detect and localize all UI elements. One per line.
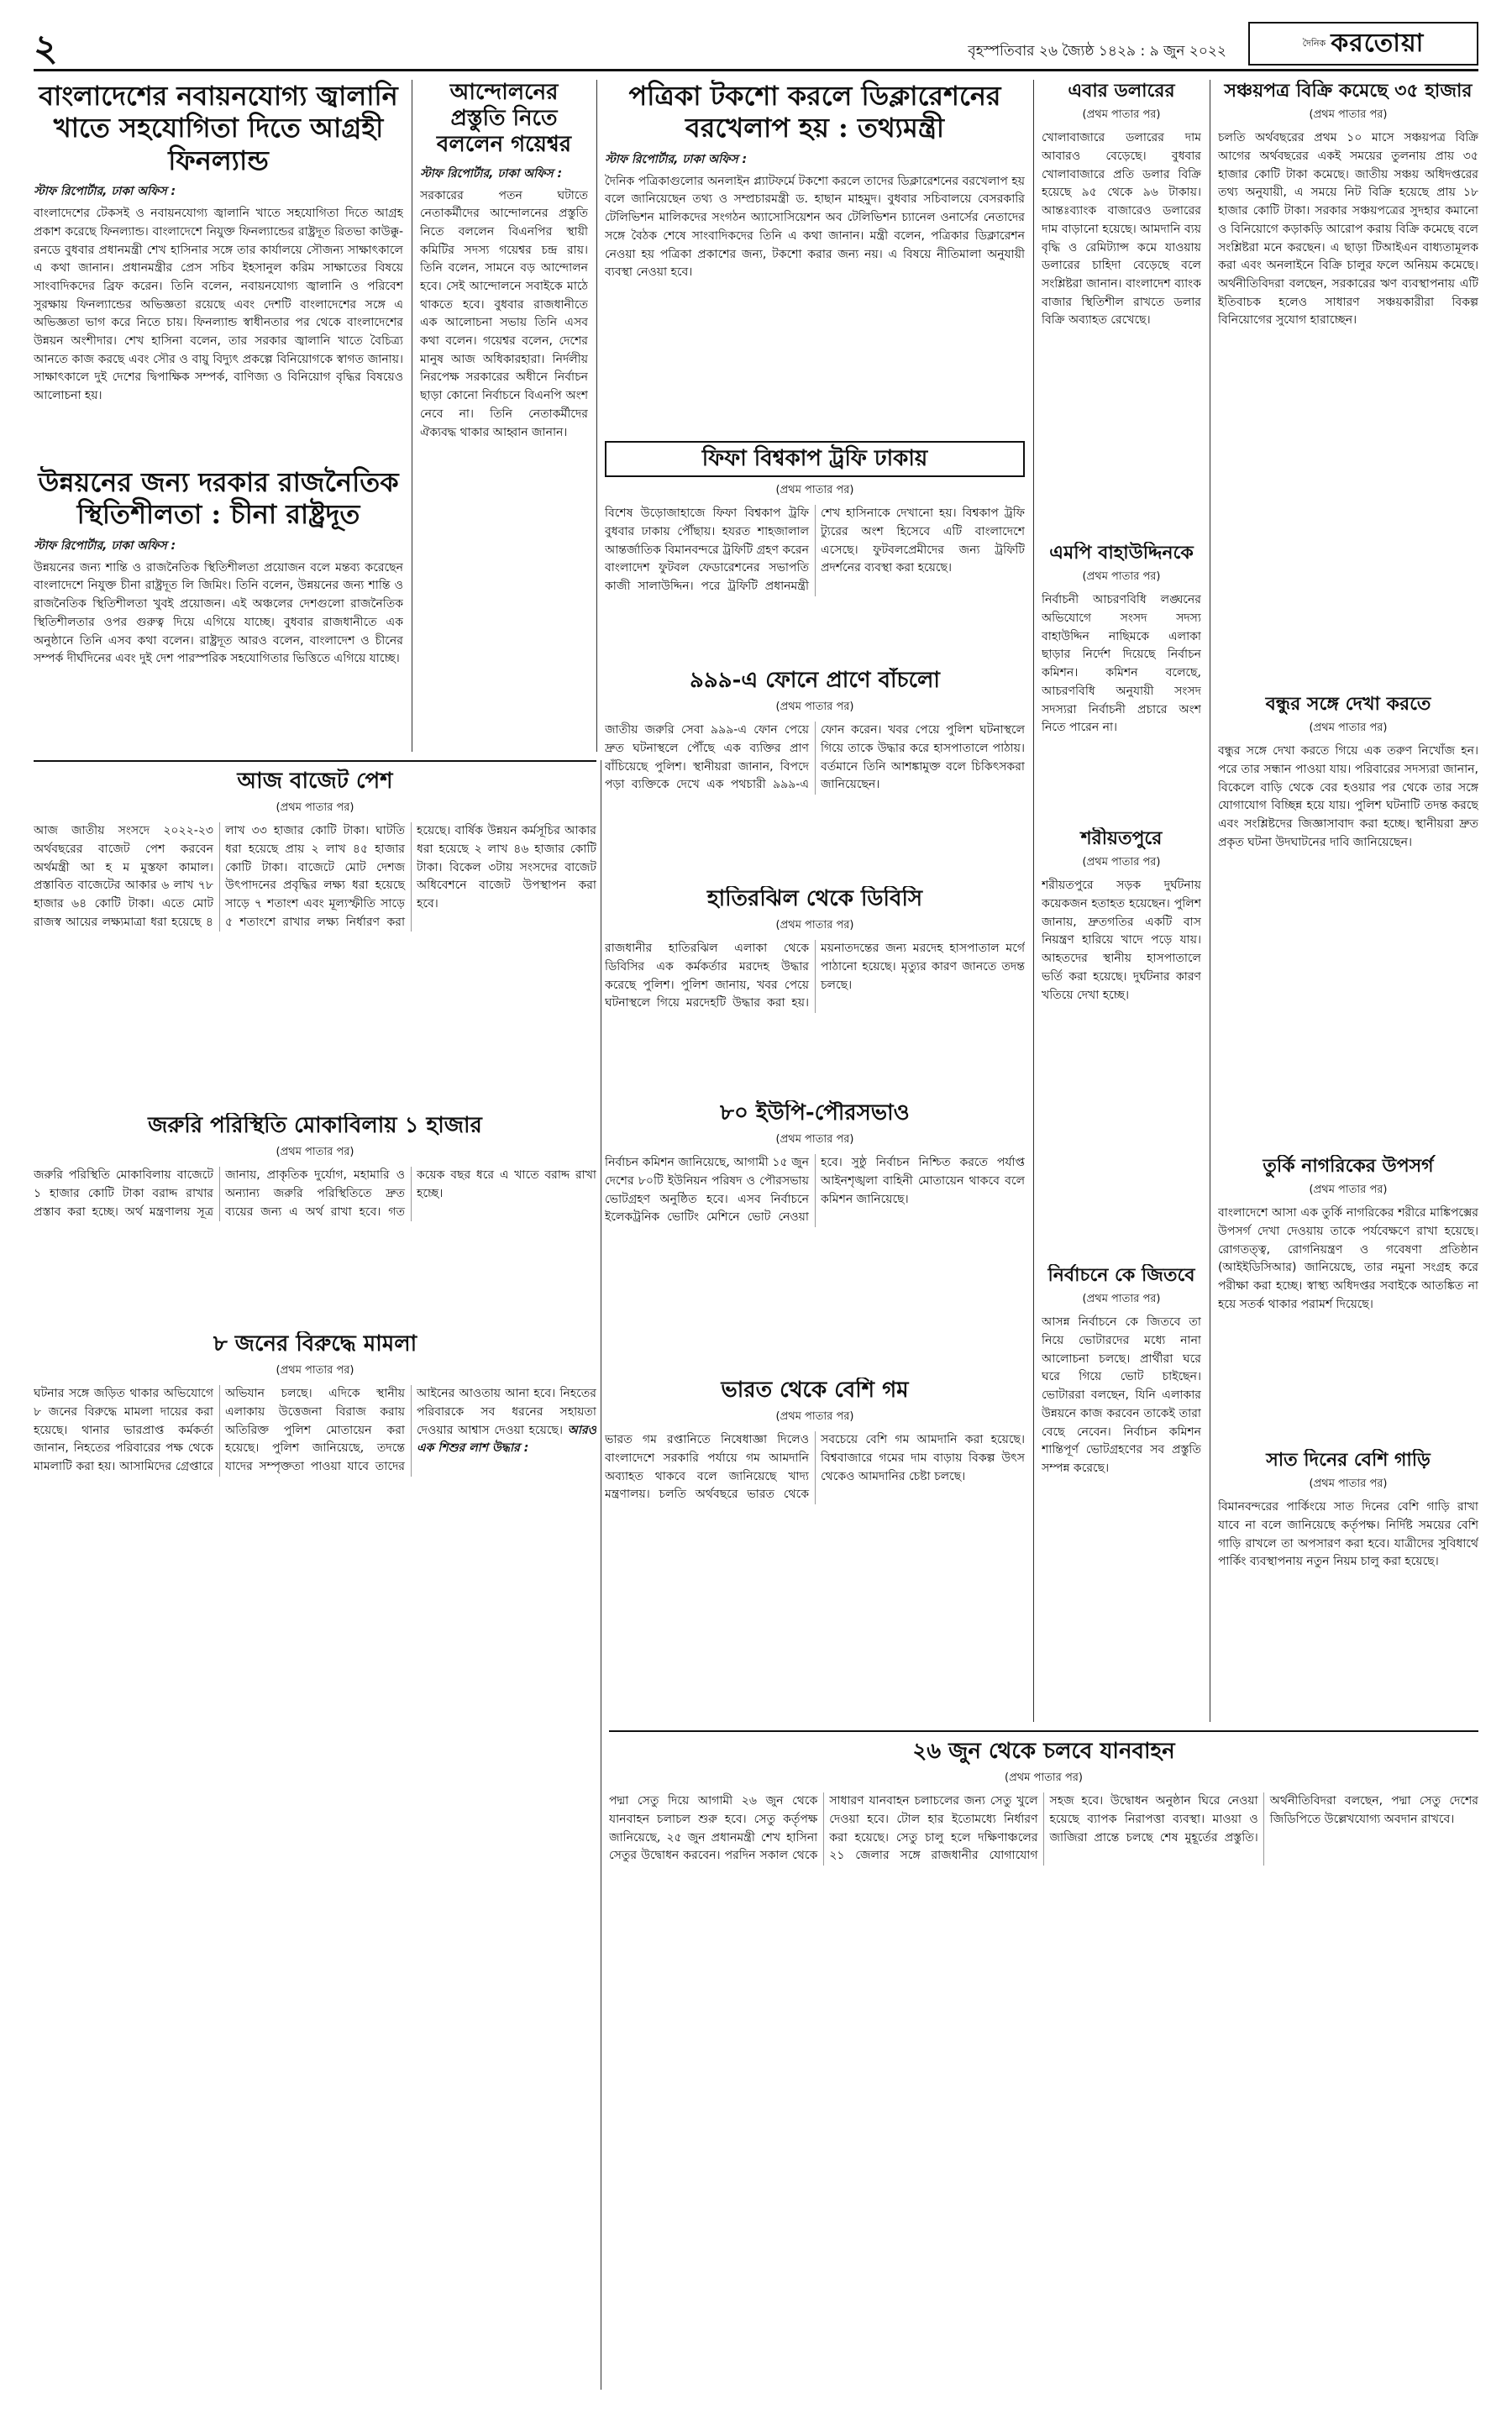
header-date: বৃহস্পতিবার ২৬ জ্যৈষ্ঠ ১৪২৯ : ৯ জুন ২০২২: [968, 43, 1226, 60]
article-text: ঘটনার সঙ্গে জড়িত থাকার অভিযোগে ৮ জনের বিরুদ্ধে মামলা দায়ের করা হয়েছে। থানার ভারপ্রাপ্ত কর্মকর্তা জানান, নিহতের পরিবারের পক্ষ থেকে মামলাটি করা হয়। আসামিদের গ্রেপ্তারে অভিযান চলছে। এদিকে স্থানীয় এলাকায় উত্তেজনা বিরাজ করায় অতিরিক্ত পুলিশ মোতায়েন করা হয়েছে। পুলিশ জানিয়েছে, তদন্তে যাদের সম্পৃক্ততা পাওয়া যাবে তাদের আইনের আওতায় আনা হবে। নিহতের পরিবারকে সব ধরনের সহায়তা দেওয়ার আশ্বাস দেওয়া হয়েছে।: [34, 1387, 596, 1473]
headline: শরীয়তপুরে: [1080, 827, 1163, 849]
article-mamla: [34, 1331, 596, 2390]
article-nirbachon: [1042, 1264, 1201, 1722]
article-body: বিশেষ উড়োজাহাজে ফিফা বিশ্বকাপ ট্রফি বুধবার ঢাকায় পৌঁছায়। হযরত শাহজালাল আন্তর্জাতিক বিমানবন্দরে ট্রফিটি গ্রহণ করেন বাংলাদেশ ফুটবল ফেডারেশনের সভাপতি কাজী সালাউদ্দিন। পরে ট্রফিটি প্রধানমন্ত্রী শেখ হাসিনাকে দেখানো হয়। বিশ্বকাপ ট্রফি ট্যুরের অংশ হিসেবে এটি বাংলাদেশে এসেছে। ফুটবলপ্রেমীদের জন্য ট্রফিটি প্রদর্শনের ব্যবস্থা করা হয়েছে।: [605, 506, 1025, 593]
article-joruri: [34, 1113, 596, 1323]
continuation-note: (প্রথম পাতার পর): [1082, 1293, 1161, 1306]
continuation-note: (প্রথম পাতার পর): [1082, 108, 1161, 122]
article-body: ভারত গম রপ্তানিতে নিষেধাজ্ঞা দিলেও বাংলাদেশে সরকারি পর্যায়ে গম আমদানি অব্যাহত থাকবে বলে জানিয়েছে খাদ্য মন্ত্রণালয়। চলতি অর্থবছরে ভারত থেকে সবচেয়ে বেশি গম আমদানি করা হয়েছে। বিশ্ববাজারে গমের দাম বাড়ায় বিকল্প উৎস থেকেও আমদানির চেষ্টা চলছে।: [605, 1433, 1025, 1502]
article-body: খোলাবাজারে ডলারের দাম আবারও বেড়েছে। বুধবার খোলাবাজারে প্রতি ডলার বিক্রি হয়েছে ৯৫ থেকে ৯৬ টাকায়। আন্তঃব্যাংক বাজারেও ডলারের দাম বাড়ানো হয়েছে। আমদানি ব্যয় বৃদ্ধি ও রেমিট্যান্স কমে যাওয়ায় ডলারের চাহিদা বেড়েছে বলে সংশ্লিষ্টরা জানান। বাংলাদেশ ব্যাংক বাজার স্থিতিশীল রাখতে ডলার বিক্রি অব্যাহত রেখেছে।: [1042, 131, 1201, 328]
newspaper-logo: [1248, 22, 1478, 66]
article-body: সরকারের পতন ঘটাতে নেতাকর্মীদের আন্দোলনের প্রস্তুতি নিতে বললেন বিএনপির স্থায়ী কমিটির সদস্য গয়েশ্বর চন্দ্র রায়। তিনি বলেন, সামনে বড় আন্দোলন হবে। সেই আন্দোলনে সবাইকে মাঠে থাকতে হবে। বুধবার রাজধানীতে এক আলোচনা সভায় তিনি এসব কথা বলেন। গয়েশ্বর বলেন, দেশের মানুষ আজ অধিকারহারা। নির্দলীয় নিরপেক্ষ সরকারের অধীনে নির্বাচন ছাড়া কোনো নির্বাচনে বিএনপি অংশ নেবে না। তিনি নেতাকর্মীদের ঐক্যবদ্ধ থাকার আহ্বান জানান।: [420, 188, 588, 439]
continuation-note: (প্রথম পাতার পর): [1309, 1184, 1388, 1197]
byline: স্টাফ রিপোর্টার, ঢাকা অফিস :: [605, 152, 748, 166]
continuation-note: (প্রথম পাতার পর): [276, 801, 354, 815]
article-bharat: [605, 1378, 1025, 1722]
section-divider: [34, 760, 596, 762]
article-body: উন্নয়নের জন্য শান্তি ও রাজনৈতিক স্থিতিশীলতা প্রয়োজন বলে মন্তব্য করেছেন বাংলাদেশে নিযুক্ত চীনা রাষ্ট্রদূত লি জিমিং। তিনি বলেন, উন্নয়নের জন্য শান্তি ও রাজনৈতিক স্থিতিশীলতা খুবই প্রয়োজন। এই অঞ্চলের দেশগুলো রাজনৈতিক স্থিতিশীলতার ওপর গুরুত্ব দিয়ে এগিয়ে যাচ্ছে। বুধবার রাজধানীতে এক অনুষ্ঠানে তিনি এসব কথা বলেন। রাষ্ট্রদূত আরও বলেন, বাংলাদেশ ও চীনের সম্পর্ক দীর্ঘদিনের এবং দুই দেশ পারস্পরিক সহযোগিতার ভিত্তিতে এগিয়ে যাচ্ছে।: [34, 560, 403, 666]
headline: হাতিরঝিল থেকে ডিবিসি: [706, 886, 923, 911]
article-body: জরুরি পরিস্থিতি মোকাবিলায় বাজেটে ১ হাজার কোটি টাকা বরাদ্দ রাখার প্রস্তাব করা হচ্ছে। অর্থ মন্ত্রণালয় সূত্র জানায়, প্রাকৃতিক দুর্যোগ, মহামারি ও অন্যান্য জরুরি পরিস্থিতিতে দ্রুত ব্যয়ের জন্য এ অর্থ রাখা হবে। গত কয়েক বছর ধরে এ খাতে বরাদ্দ রাখা হচ্ছে।: [34, 1168, 596, 1219]
article-hatirjheel: [605, 886, 1025, 1092]
headline: আজ বাজেট পেশ: [237, 769, 393, 794]
continuation-note: (প্রথম পাতার পর): [775, 1133, 854, 1147]
headline: পত্রিকা টকশো করলে ডিক্লারেশনের বরখেলাপ হয় : তথ্যমন্ত্রী: [628, 80, 1001, 144]
headline: বন্ধুর সঙ্গে দেখা করতে: [1265, 693, 1431, 715]
headline: ভারত থেকে বেশি গম: [721, 1378, 909, 1403]
subheading: আরও এক শিশুর লাশ উদ্ধার :: [417, 1423, 596, 1456]
continuation-note: (প্রথম পাতার পর): [1082, 570, 1161, 584]
article-body: আজ জাতীয় সংসদে ২০২২-২৩ অর্থবছরের বাজেট পেশ করবেন অর্থমন্ত্রী আ হ ম মুস্তফা কামাল। প্রস্তাবিত বাজেটের আকার ৬ লাখ ৭৮ হাজার ৬৪ কোটি টাকা। এতে মোট রাজস্ব আয়ের লক্ষ্যমাত্রা ধরা হয়েছে ৪ লাখ ৩৩ হাজার কোটি টাকা। ঘাটতি ধরা হয়েছে প্রায় ২ লাখ ৪৫ হাজার কোটি টাকা। বাজেটে মোট দেশজ উৎপাদনের প্রবৃদ্ধির লক্ষ্য ধরা হয়েছে সাড়ে ৭ শতাংশ এবং মূল্যস্ফীতি সাড়ে ৫ শতাংশে রাখার লক্ষ্য নির্ধারণ করা হয়েছে। বার্ষিক উন্নয়ন কর্মসূচির আকার ধরা হয়েছে ২ লাখ ৪৬ হাজার কোটি টাকা। বিকেল ৩টায় সংসদের বাজেট অধিবেশনে বাজেট উপস্থাপন করা হবে।: [34, 824, 596, 929]
article-sat: [1218, 1449, 1478, 1722]
headline: ফিফা বিশ্বকাপ ট্রফি ঢাকায়: [605, 441, 1025, 477]
headline: এমপি বাহাউদ্দিনকে: [1049, 542, 1194, 564]
headline: ৮০ ইউপি-পৌরসভাও: [720, 1100, 910, 1126]
continuation-note: (প্রথম পাতার পর): [775, 701, 854, 714]
article-body: পদ্মা সেতু দিয়ে আগামী ২৬ জুন থেকে যানবাহন চলাচল শুরু হবে। সেতু কর্তৃপক্ষ জানিয়েছে, ২৫ জুন প্রধানমন্ত্রী শেখ হাসিনা সেতুর উদ্বোধন করবেন। পরদিন সকাল থেকে সাধারণ যানবাহন চলাচলের জন্য সেতু খুলে দেওয়া হবে। টোল হার ইতোমধ্যে নির্ধারণ করা হয়েছে। সেতু চালু হলে দক্ষিণাঞ্চলের ২১ জেলার সঙ্গে রাজধানীর যোগাযোগ সহজ হবে। উদ্বোধন অনুষ্ঠান ঘিরে নেওয়া হয়েছে ব্যাপক নিরাপত্তা ব্যবস্থা। মাওয়া ও জাজিরা প্রান্তে চলছে শেষ মুহূর্তের প্রস্তুতি। অর্থনীতিবিদরা বলছেন, পদ্মা সেতু দেশের জিডিপিতে উল্লেখযোগ্য অবদান রাখবে।: [609, 1794, 1478, 1863]
article-body: বাংলাদেশের টেকসই ও নবায়নযোগ্য জ্বালানি খাতে সহযোগিতা দিতে আগ্রহ প্রকাশ করেছে ফিনল্যান্ড। বাংলাদেশে নিযুক্ত ফিনল্যান্ডের রাষ্ট্রদূত রিতভা কাউক্কু-রনডে বুধবার প্রধানমন্ত্রী শেখ হাসিনার সঙ্গে তার কার্যালয়ে সৌজন্য সাক্ষাৎকালে এ কথা জানান। প্রধানমন্ত্রীর প্রেস সচিব ইহসানুল করিম সাক্ষাতের বিষয়ে সাংবাদিকদের ব্রিফ করেন। তিনি বলেন, নবায়নযোগ্য জ্বালানি ও পরিবেশ সুরক্ষায় ফিনল্যান্ডের অভিজ্ঞতা রয়েছে এবং দেশটি বাংলাদেশের সঙ্গে এ অভিজ্ঞতা ভাগ করে নিতে চায়। ফিনল্যান্ড স্বাধীনতার পর থেকে বাংলাদেশের উন্নয়ন অংশীদার। শেখ হাসিনা বলেন, তার সরকার জ্বালানি খাতে বৈচিত্র্য আনতে কাজ করছে এবং সৌর ও বায়ু বিদ্যুৎ প্রকল্পে বিনিয়োগকে স্বাগত জানায়। সাক্ষাৎকালে দুই দেশের দ্বিপাক্ষিক সম্পর্ক, বাণিজ্য ও বিনিয়োগ বৃদ্ধির বিষয়েও আলোচনা হয়।: [34, 207, 403, 403]
continuation-note: (প্রথম পাতার পর): [1309, 1477, 1388, 1491]
headline: উন্নয়নের জন্য দরকার রাজনৈতিক স্থিতিশীলতা : চীনা রাষ্ট্রদূত: [38, 466, 399, 531]
article-body: [34, 1385, 596, 1476]
headline: সঞ্চয়পত্র বিক্রি কমেছে ৩৫ হাজার: [1224, 80, 1473, 102]
headline: তুর্কি নাগরিকের উপসর্গ: [1263, 1155, 1434, 1177]
headline: সাত দিনের বেশি গাড়ি: [1266, 1449, 1431, 1471]
article-fifa: [605, 441, 1025, 659]
article-body: চলতি অর্থবছরের প্রথম ১০ মাসে সঞ্চয়পত্র বিক্রি আগের অর্থবছরের একই সময়ের তুলনায় প্রায় ৩৫ হাজার কোটি টাকা কমেছে। জাতীয় সঞ্চয় অধিদপ্তরের তথ্য অনুযায়ী, এ সময়ে নিট বিক্রি হয়েছে প্রায় ১৮ হাজার কোটি টাকা। সরকার সঞ্চয়পত্রের সুদহার কমানো ও বিনিয়োগে কড়াকড়ি আরোপ করায় বিক্রি কমেছে বলে সংশ্লিষ্টরা মনে করছেন। এ ছাড়া টিআইএন বাধ্যতামূলক করা এবং অনলাইনে বিক্রি চালুর ফলে অনিয়ম কমেছে। অর্থনীতিবিদরা বলছেন, সরকারের ঋণ ব্যবস্থাপনায় এটি ইতিবাচক হলেও সাধারণ সঞ্চয়কারীরা বিকল্প বিনিয়োগের সুযোগ হারাচ্ছেন।: [1218, 131, 1478, 328]
article-andolon: [420, 80, 588, 752]
continuation-note: (প্রথম পাতার পর): [276, 1364, 354, 1378]
article-body: বন্ধুর সঙ্গে দেখা করতে গিয়ে এক তরুণ নিখোঁজ হন। পরে তার সন্ধান পাওয়া যায়। পরিবারের সদস্যরা জানান, বিকেলে বাড়ি থেকে বের হওয়ার পর থেকে তার সঙ্গে যোগাযোগ বিচ্ছিন্ন হয়ে যায়। পুলিশ ঘটনাটি তদন্ত করছে এবং সংশ্লিষ্টদের জিজ্ঞাসাবাদ করা হচ্ছে। স্থানীয়রা দ্রুত প্রকৃত ঘটনা উদঘাটনের দাবি জানিয়েছেন।: [1218, 744, 1478, 849]
article-sanchay: [1218, 80, 1478, 685]
article-body: বাংলাদেশে আসা এক তুর্কি নাগরিকের শরীরে মাঙ্কিপক্সের উপসর্গ দেখা দেওয়ায় তাকে পর্যবেক্ষণে রাখা হয়েছে। রোগতত্ত্ব, রোগনিয়ন্ত্রণ ও গবেষণা প্রতিষ্ঠান (আইইডিসিআর) জানিয়েছে, তার নমুনা সংগ্রহ করে পরীক্ষা করা হচ্ছে। স্বাস্থ্য অধিদপ্তর সবাইকে আতঙ্কিত না হয়ে সতর্ক থাকার পরামর্শ দিয়েছে।: [1218, 1206, 1478, 1311]
article-body: শরীয়তপুরে সড়ক দুর্ঘটনায় কয়েকজন হতাহত হয়েছেন। পুলিশ জানায়, দ্রুতগতির একটি বাস নিয়ন্ত্রণ হারিয়ে খাদে পড়ে যায়। আহতদের স্থানীয় হাসপাতালে ভর্তি করা হয়েছে। দুর্ঘটনার কারণ খতিয়ে দেখা হচ্ছে।: [1042, 879, 1201, 1002]
masthead: [34, 17, 1478, 71]
article-body: রাজধানীর হাতিরঝিল এলাকা থেকে ডিবিসির এক কর্মকর্তার মরদেহ উদ্ধার করেছে পুলিশ। পুলিশ জানায়, খবর পেয়ে ঘটনাস্থলে গিয়ে মরদেহটি উদ্ধার করা হয়। ময়নাতদন্তের জন্য মরদেহ হাসপাতাল মর্গে পাঠানো হয়েছে। মৃত্যুর কারণ জানতে তদন্ত চলছে।: [605, 942, 1025, 1010]
byline: স্টাফ রিপোর্টার, ঢাকা অফিস :: [420, 166, 563, 181]
article-turki: [1218, 1155, 1478, 1441]
article-china: [34, 466, 403, 752]
continuation-note: (প্রথম পাতার পর): [775, 484, 854, 497]
continuation-note: (প্রথম পাতার পর): [1082, 856, 1161, 869]
continuation-note: (প্রথম পাতার পর): [1309, 722, 1388, 735]
logo-name: করতোয়া: [1331, 28, 1425, 58]
article-shariatpur: [1042, 827, 1201, 1256]
logo-prefix: দৈনিক: [1302, 37, 1326, 49]
article-patrika: [605, 80, 1025, 433]
headline: নির্বাচনে কে জিতবে: [1047, 1264, 1195, 1286]
article-body: আসন্ন নির্বাচনে কে জিতবে তা নিয়ে ভোটারদের মধ্যে নানা আলোচনা চলছে। প্রার্থীরা ঘরে ঘরে গিয়ে ভোট চাইছেন। ভোটাররা বলছেন, যিনি এলাকার উন্নয়নে কাজ করবেন তাকেই তারা বেছে নেবেন। নির্বাচন কমিশন শান্তিপূর্ণ ভোটগ্রহণের সব প্রস্তুতি সম্পন্ন করেছে।: [1042, 1315, 1201, 1475]
page-number: ২: [34, 27, 58, 70]
article-mp: [1042, 542, 1201, 819]
headline: বাংলাদেশের নবায়নযোগ্য জ্বালানি খাতে সহযোগিতা দিতে আগ্রহী ফিনল্যান্ড: [39, 80, 398, 176]
article-dollar: [1042, 80, 1201, 533]
section-divider: [609, 1730, 1478, 1732]
headline: জরুরি পরিস্থিতি মোকাবিলায় ১ হাজার: [148, 1113, 482, 1138]
continuation-note: (প্রথম পাতার পর): [1005, 1771, 1083, 1785]
byline: স্টাফ রিপোর্টার, ঢাকা অফিস :: [34, 538, 176, 553]
article-up80: [605, 1100, 1025, 1369]
continuation-note: (প্রথম পাতার পর): [1309, 108, 1388, 122]
article-finland: [34, 80, 403, 458]
article-body: নির্বাচন কমিশন জানিয়েছে, আগামী ১৫ জুন দেশের ৮০টি ইউনিয়ন পরিষদ ও পৌরসভায় ভোটগ্রহণ অনুষ্ঠিত হবে। এসব নির্বাচনে ইলেকট্রনিক ভোটিং মেশিনে ভোট নেওয়া হবে। সুষ্ঠু নির্বাচন নিশ্চিত করতে পর্যাপ্ত আইনশৃঙ্খলা বাহিনী মোতায়েন থাকবে বলে কমিশন জানিয়েছে।: [605, 1156, 1025, 1225]
article-body: নির্বাচনী আচরণবিধি লঙ্ঘনের অভিযোগে সংসদ সদস্য বাহাউদ্দিন নাছিমকে এলাকা ছাড়ার নির্দেশ দিয়েছে নির্বাচন কমিশন। কমিশন বলেছে, আচরণবিধি অনুযায়ী সংসদ সদস্যরা নির্বাচনী প্রচারে অংশ নিতে পারেন না।: [1042, 593, 1201, 735]
headline: ২৬ জুন থেকে চলবে যানবাহন: [912, 1739, 1175, 1764]
headline: আন্দোলনের প্রস্তুতি নিতে বললেন গয়েশ্বর: [436, 80, 572, 158]
continuation-note: (প্রথম পাতার পর): [775, 919, 854, 932]
article-jonbahon: [609, 1739, 1478, 2390]
article-body: দৈনিক পত্রিকাগুলোর অনলাইন প্ল্যাটফর্মে টকশো করলে তাদের ডিক্লারেশনের বরখেলাপ হয় বলে জানিয়েছেন তথ্য ও সম্প্রচারমন্ত্রী ড. হাছান মাহমুদ। বুধবার সচিবালয়ে বেসরকারি টেলিভিশন মালিকদের সংগঠন অ্যাসোসিয়েশন অব টেলিভিশন চ্যানেল ওনার্সের নেতাদের সঙ্গে বৈঠক শেষে সাংবাদিকদের তিনি এ কথা জানান। মন্ত্রী বলেন, পত্রিকার ডিক্লারেশন নেওয়া হয় পত্রিকা প্রকাশের জন্য, টকশো করার জন্য নয়। এ বিষয়ে নীতিমালা অনুযায়ী ব্যবস্থা নেওয়া হবে।: [605, 174, 1025, 280]
headline: এবার ডলারের: [1068, 80, 1175, 102]
column-divider: [596, 80, 597, 752]
headline: ৮ জনের বিরুদ্ধে মামলা: [213, 1331, 417, 1357]
article-body: জাতীয় জরুরি সেবা ৯৯৯-এ ফোন পেয়ে দ্রুত ঘটনাস্থলে পৌঁছে এক ব্যক্তির প্রাণ বাঁচিয়েছে পুলিশ। স্থানীয়রা জানান, বিপদে পড়া ব্যক্তিকে দেখে এক পথচারী ৯৯৯-এ ফোন করেন। খবর পেয়ে পুলিশ ঘটনাস্থলে গিয়ে তাকে উদ্ধার করে হাসপাতালে পাঠায়। বর্তমানে তিনি আশঙ্কামুক্ত বলে চিকিৎসকরা জানিয়েছেন।: [605, 723, 1025, 792]
headline: ৯৯৯-এ ফোনে প্রাণে বাঁচলো: [690, 668, 940, 693]
continuation-note: (প্রথম পাতার পর): [276, 1146, 354, 1159]
column-divider: [1033, 80, 1034, 1722]
article-bondhu: [1218, 693, 1478, 1147]
article-999: [605, 668, 1025, 878]
byline: স্টাফ রিপোর্টার, ঢাকা অফিস :: [34, 185, 176, 199]
article-body: বিমানবন্দরের পার্কিংয়ে সাত দিনের বেশি গাড়ি রাখা যাবে না বলে জানিয়েছে কর্তৃপক্ষ। নির্দিষ্ট সময়ের বেশি গাড়ি রাখলে তা অপসারণ করা হবে। যাত্রীদের সুবিধার্থে পার্কিং ব্যবস্থাপনায় নতুন নিয়ম চালু করা হয়েছে।: [1218, 1500, 1478, 1569]
article-budget: [34, 769, 596, 1105]
continuation-note: (প্রথম পাতার পর): [775, 1410, 854, 1424]
